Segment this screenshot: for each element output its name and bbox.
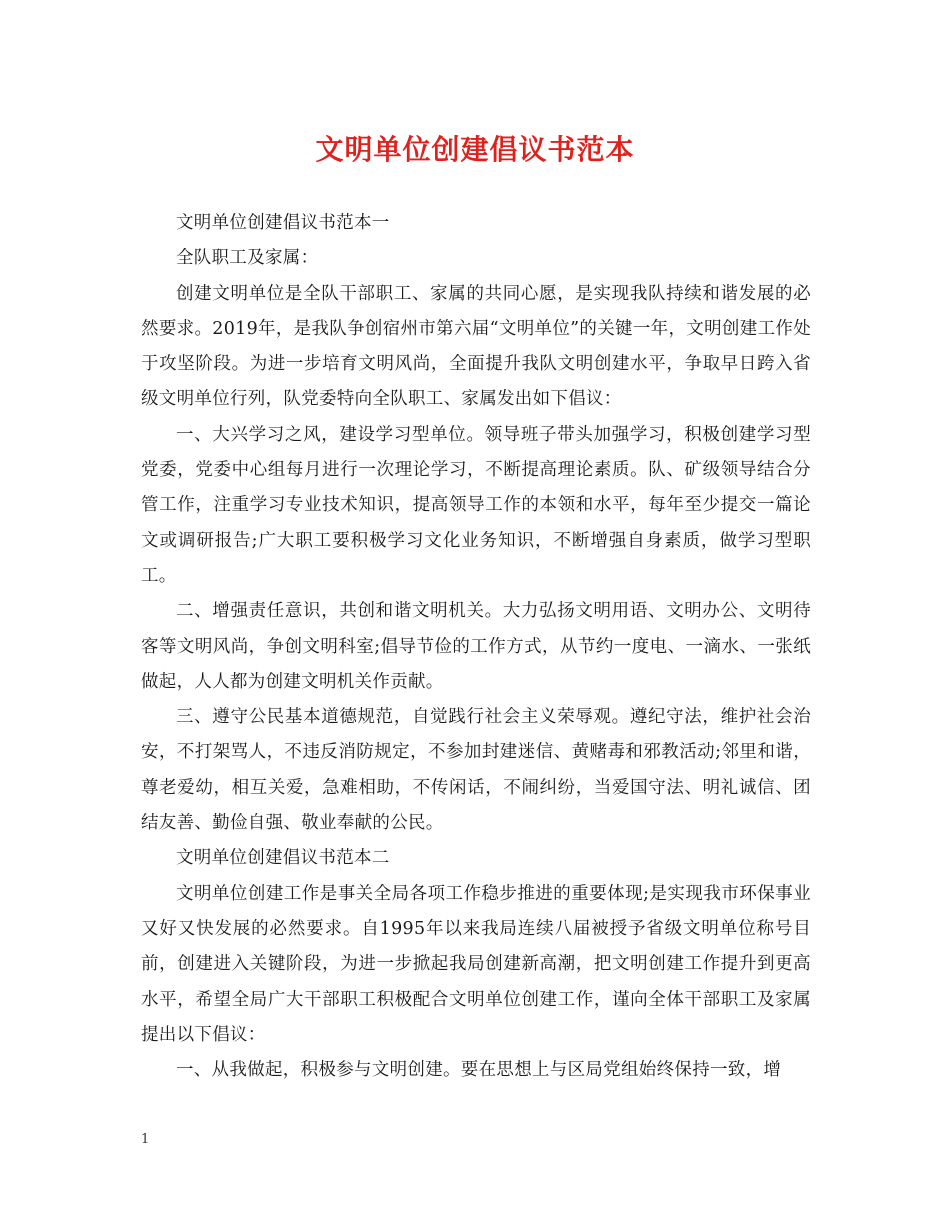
paragraph-intro-two: 文明单位创建工作是事关全局各项工作稳步推进的重要体现;是实现我市环保事业又好又快发展的必然要求。自1995年以来我局连续八届被授予省级文明单位称号目前，创建进入关键阶段，为进一步掀起我局创建新高潮，把文明创建工作提升到更高水平，希望全局广大干部职工积极配合文明单位创建工作，谨向全体干部职工及家属提出以下倡议： (141, 883, 811, 1045)
paragraph-heading-one: 文明单位创建倡议书范本一 (176, 213, 390, 233)
paragraph-salutation: 全队职工及家属： (176, 248, 319, 269)
document-title: 文明单位创建倡议书范本 (315, 133, 635, 166)
paragraph-item-one-two: 一、从我做起，积极参与文明创建。要在思想上与区局党组始终保持一致，增 (176, 1060, 782, 1081)
paragraph-item-two: 二、增强责任意识，共创和谐文明机关。大力弘扬文明用语、文明办公、文明待客等文明风尚，争创文明科室;倡导节俭的工作方式，从节约一度电、一滴水、一张纸做起，人人都为创建文明机关作贡献。 (141, 601, 811, 692)
paragraph-item-one: 一、大兴学习之风，建设学习型单位。领导班子带头加强学习，积极创建学习型党委，党委中心组每月进行一次理论学习，不断提高理论素质。队、矿级领导结合分管工作，注重学习专业技术知识，提高领导工作的本领和水平，每年至少提交一篇论文或调研报告;广大职工要积极学习文化业务知识，不断增强自身素质，做学习型职工。 (141, 424, 811, 586)
document-body (141, 206, 811, 1088)
paragraph-item-three: 三、遵守公民基本道德规范，自觉践行社会主义荣辱观。遵纪守法，维护社会治安，不打架骂人，不违反消防规定，不参加封建迷信、黄赌毒和邪教活动;邻里和谐，尊老爱幼，相互关爱，急难相助，不传闲话，不闹纠纷，当爱国守法、明礼诚信、团结友善、勤俭自强、敬业奉献的公民。 (141, 707, 811, 834)
paragraph-intro: 创建文明单位是全队干部职工、家属的共同心愿，是实现我队持续和谐发展的必然要求。2019年，是我队争创宿州市第六届“文明单位”的关键一年，文明创建工作处于攻坚阶段。为进一步培育文明风尚，全面提升我队文明创建水平，争取早日跨入省级文明单位行列，队党委特向全队职工、家属发出如下倡议： (141, 283, 811, 410)
paragraph-heading-two: 文明单位创建倡议书范本二 (176, 848, 390, 869)
page-number: 1 (141, 1132, 150, 1147)
